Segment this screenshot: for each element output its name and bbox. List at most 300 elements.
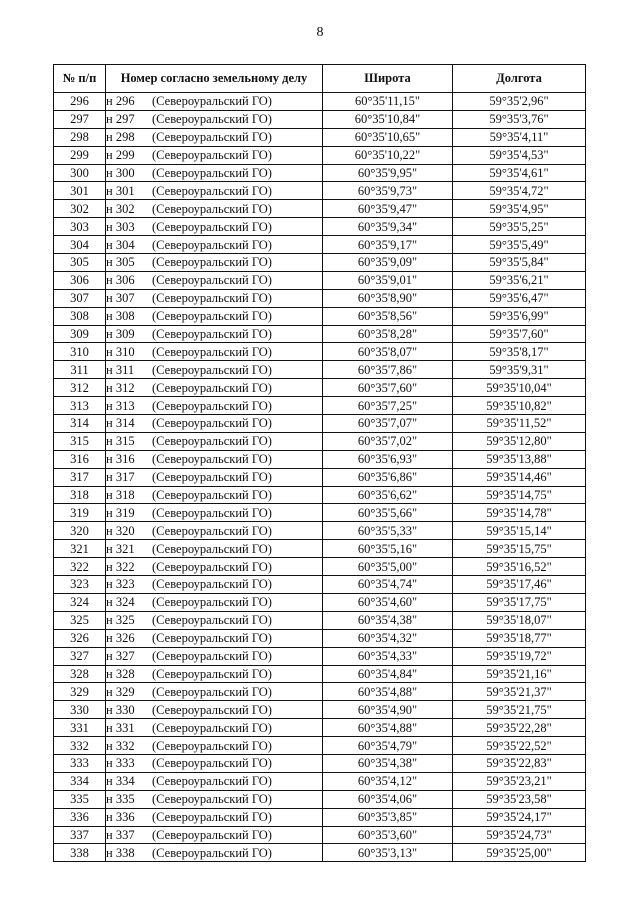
parcel-number: н 304 <box>106 237 135 252</box>
parcel-number: н 297 <box>106 112 135 127</box>
row-number: 336 <box>54 808 106 826</box>
latitude-cell: 60°35'4,38" <box>323 611 453 629</box>
longitude-cell: 59°35'22,52" <box>453 737 586 755</box>
longitude-cell: 59°35'7,60" <box>453 325 586 343</box>
longitude-cell: 59°35'24,73" <box>453 826 586 844</box>
table-row <box>54 468 586 486</box>
row-number: 330 <box>54 701 106 719</box>
row-number: 333 <box>54 754 106 772</box>
latitude-cell: 60°35'8,07" <box>323 343 453 361</box>
table-row <box>54 415 586 433</box>
table-row <box>54 432 586 450</box>
table-row <box>54 701 586 719</box>
parcel-cell <box>106 647 323 665</box>
table-row <box>54 611 586 629</box>
table-row <box>54 593 586 611</box>
row-number: 313 <box>54 397 106 415</box>
parcel-cell <box>106 164 323 182</box>
table-row <box>54 647 586 665</box>
district-name: (Североуральский ГО) <box>152 756 272 771</box>
longitude-cell: 59°35'5,49" <box>453 236 586 254</box>
district-name: (Североуральский ГО) <box>152 344 272 359</box>
latitude-cell: 60°35'4,79" <box>323 737 453 755</box>
parcel-cell <box>106 307 323 325</box>
parcel-cell <box>106 772 323 790</box>
table-body <box>54 93 586 862</box>
row-number: 325 <box>54 611 106 629</box>
parcel-cell <box>106 558 323 576</box>
parcel-cell <box>106 790 323 808</box>
longitude-cell: 59°35'21,16" <box>453 665 586 683</box>
parcel-number: н 338 <box>106 845 135 860</box>
table-row <box>54 772 586 790</box>
latitude-cell: 60°35'8,90" <box>323 289 453 307</box>
parcel-cell <box>106 683 323 701</box>
table-row <box>54 164 586 182</box>
row-number: 338 <box>54 844 106 862</box>
parcel-cell <box>106 486 323 504</box>
parcel-number: н 320 <box>106 523 135 538</box>
row-number: 329 <box>54 683 106 701</box>
district-name: (Североуральский ГО) <box>152 738 272 753</box>
table-row <box>54 343 586 361</box>
table-header <box>54 65 586 93</box>
parcel-number: н 301 <box>106 183 135 198</box>
parcel-cell <box>106 593 323 611</box>
parcel-number: н 335 <box>106 792 135 807</box>
header-row <box>54 65 586 93</box>
district-name: (Североуральский ГО) <box>152 452 272 467</box>
longitude-cell: 59°35'23,21" <box>453 772 586 790</box>
latitude-cell: 60°35'10,65" <box>323 128 453 146</box>
row-number: 308 <box>54 307 106 325</box>
latitude-cell: 60°35'7,25" <box>323 397 453 415</box>
parcel-number: н 327 <box>106 649 135 664</box>
longitude-cell: 59°35'10,04" <box>453 379 586 397</box>
row-number: 301 <box>54 182 106 200</box>
district-name: (Североуральский ГО) <box>152 577 272 592</box>
row-number: 300 <box>54 164 106 182</box>
district-name: (Североуральский ГО) <box>152 595 272 610</box>
row-number: 321 <box>54 540 106 558</box>
parcel-number: н 307 <box>106 291 135 306</box>
parcel-number: н 325 <box>106 613 135 628</box>
parcel-number: н 315 <box>106 434 135 449</box>
latitude-cell: 60°35'4,74" <box>323 576 453 594</box>
parcel-cell <box>106 343 323 361</box>
district-name: (Североуральский ГО) <box>152 255 272 270</box>
parcel-cell <box>106 254 323 272</box>
longitude-cell: 59°35'11,52" <box>453 415 586 433</box>
parcel-cell <box>106 146 323 164</box>
latitude-cell: 60°35'6,93" <box>323 450 453 468</box>
parcel-cell <box>106 754 323 772</box>
row-number: 335 <box>54 790 106 808</box>
row-number: 305 <box>54 254 106 272</box>
parcel-number: н 308 <box>106 309 135 324</box>
latitude-cell: 60°35'3,85" <box>323 808 453 826</box>
parcel-cell <box>106 182 323 200</box>
district-name: (Североуральский ГО) <box>152 362 272 377</box>
parcel-cell <box>106 701 323 719</box>
parcel-cell <box>106 397 323 415</box>
row-number: 322 <box>54 558 106 576</box>
longitude-cell: 59°35'15,75" <box>453 540 586 558</box>
longitude-cell: 59°35'17,75" <box>453 593 586 611</box>
district-name: (Североуральский ГО) <box>152 666 272 681</box>
row-number: 323 <box>54 576 106 594</box>
longitude-cell: 59°35'5,25" <box>453 218 586 236</box>
parcel-cell <box>106 808 323 826</box>
row-number: 302 <box>54 200 106 218</box>
table-row <box>54 540 586 558</box>
parcel-cell <box>106 415 323 433</box>
longitude-cell: 59°35'6,99" <box>453 307 586 325</box>
longitude-cell: 59°35'8,17" <box>453 343 586 361</box>
table-row <box>54 737 586 755</box>
row-number: 327 <box>54 647 106 665</box>
parcel-number: н 337 <box>106 827 135 842</box>
row-number: 298 <box>54 128 106 146</box>
row-number: 317 <box>54 468 106 486</box>
parcel-number: н 316 <box>106 452 135 467</box>
table-row <box>54 397 586 415</box>
row-number: 326 <box>54 629 106 647</box>
longitude-cell: 59°35'15,14" <box>453 522 586 540</box>
parcel-number: н 311 <box>106 362 135 377</box>
parcel-number: н 296 <box>106 94 135 109</box>
parcel-cell <box>106 844 323 862</box>
longitude-cell: 59°35'21,37" <box>453 683 586 701</box>
row-number: 318 <box>54 486 106 504</box>
row-number: 299 <box>54 146 106 164</box>
district-name: (Североуральский ГО) <box>152 702 272 717</box>
parcel-cell <box>106 450 323 468</box>
district-name: (Североуральский ГО) <box>152 309 272 324</box>
latitude-cell: 60°35'8,56" <box>323 307 453 325</box>
latitude-cell: 60°35'9,95" <box>323 164 453 182</box>
district-name: (Североуральский ГО) <box>152 380 272 395</box>
parcel-number: н 328 <box>106 666 135 681</box>
latitude-cell: 60°35'9,01" <box>323 271 453 289</box>
parcel-cell <box>106 236 323 254</box>
latitude-cell: 60°35'4,33" <box>323 647 453 665</box>
table-row <box>54 361 586 379</box>
latitude-cell: 60°35'9,34" <box>323 218 453 236</box>
district-name: (Североуральский ГО) <box>152 649 272 664</box>
district-name: (Североуральский ГО) <box>152 720 272 735</box>
district-name: (Североуральский ГО) <box>152 434 272 449</box>
longitude-cell: 59°35'14,78" <box>453 504 586 522</box>
district-name: (Североуральский ГО) <box>152 470 272 485</box>
longitude-cell: 59°35'3,76" <box>453 110 586 128</box>
latitude-cell: 60°35'4,84" <box>323 665 453 683</box>
parcel-number: н 306 <box>106 273 135 288</box>
row-number: 324 <box>54 593 106 611</box>
parcel-number: н 326 <box>106 631 135 646</box>
latitude-cell: 60°35'9,09" <box>323 254 453 272</box>
parcel-number: н 305 <box>106 255 135 270</box>
latitude-cell: 60°35'8,28" <box>323 325 453 343</box>
table-row <box>54 826 586 844</box>
table-row <box>54 683 586 701</box>
district-name: (Североуральский ГО) <box>152 183 272 198</box>
parcel-cell <box>106 289 323 307</box>
latitude-cell: 60°35'10,84" <box>323 110 453 128</box>
table-row <box>54 182 586 200</box>
row-number: 320 <box>54 522 106 540</box>
district-name: (Североуральский ГО) <box>152 684 272 699</box>
row-number: 337 <box>54 826 106 844</box>
row-number: 303 <box>54 218 106 236</box>
latitude-cell: 60°35'4,32" <box>323 629 453 647</box>
table-row <box>54 93 586 111</box>
longitude-cell: 59°35'4,11" <box>453 128 586 146</box>
latitude-cell: 60°35'7,60" <box>323 379 453 397</box>
longitude-cell: 59°35'22,83" <box>453 754 586 772</box>
latitude-cell: 60°35'6,62" <box>323 486 453 504</box>
longitude-cell: 59°35'13,88" <box>453 450 586 468</box>
latitude-cell: 60°35'9,73" <box>323 182 453 200</box>
parcel-number: н 324 <box>106 595 135 610</box>
row-number: 306 <box>54 271 106 289</box>
district-name: (Североуральский ГО) <box>152 327 272 342</box>
row-number: 319 <box>54 504 106 522</box>
district-name: (Североуральский ГО) <box>152 273 272 288</box>
latitude-cell: 60°35'7,86" <box>323 361 453 379</box>
table-row <box>54 844 586 862</box>
row-number: 328 <box>54 665 106 683</box>
header-parcel: Номер согласно земельному делу <box>106 65 323 93</box>
parcel-number: н 309 <box>106 327 135 342</box>
parcel-cell <box>106 361 323 379</box>
parcel-number: н 334 <box>106 774 135 789</box>
parcel-number: н 312 <box>106 380 135 395</box>
table-row <box>54 307 586 325</box>
parcel-cell <box>106 432 323 450</box>
row-number: 314 <box>54 415 106 433</box>
latitude-cell: 60°35'5,16" <box>323 540 453 558</box>
parcel-number: н 298 <box>106 130 135 145</box>
district-name: (Североуральский ГО) <box>152 792 272 807</box>
district-name: (Североуральский ГО) <box>152 774 272 789</box>
latitude-cell: 60°35'3,60" <box>323 826 453 844</box>
parcel-number: н 333 <box>106 756 135 771</box>
table-row <box>54 486 586 504</box>
district-name: (Североуральский ГО) <box>152 112 272 127</box>
row-number: 309 <box>54 325 106 343</box>
parcel-cell <box>106 629 323 647</box>
parcel-number: н 299 <box>106 148 135 163</box>
district-name: (Североуральский ГО) <box>152 631 272 646</box>
district-name: (Североуральский ГО) <box>152 130 272 145</box>
district-name: (Североуральский ГО) <box>152 237 272 252</box>
parcel-number: н 323 <box>106 577 135 592</box>
longitude-cell: 59°35'14,46" <box>453 468 586 486</box>
district-name: (Североуральский ГО) <box>152 845 272 860</box>
row-number: 311 <box>54 361 106 379</box>
longitude-cell: 59°35'24,17" <box>453 808 586 826</box>
district-name: (Североуральский ГО) <box>152 523 272 538</box>
table-row <box>54 200 586 218</box>
row-number: 315 <box>54 432 106 450</box>
longitude-cell: 59°35'4,72" <box>453 182 586 200</box>
district-name: (Североуральский ГО) <box>152 416 272 431</box>
parcel-cell <box>106 93 323 111</box>
parcel-cell <box>106 325 323 343</box>
page-number: 8 <box>316 25 324 40</box>
table-row <box>54 754 586 772</box>
parcel-cell <box>106 110 323 128</box>
parcel-cell <box>106 504 323 522</box>
latitude-cell: 60°35'10,22" <box>323 146 453 164</box>
longitude-cell: 59°35'4,61" <box>453 164 586 182</box>
latitude-cell: 60°35'7,02" <box>323 432 453 450</box>
longitude-cell: 59°35'18,77" <box>453 629 586 647</box>
table-row <box>54 808 586 826</box>
district-name: (Североуральский ГО) <box>152 505 272 520</box>
row-number: 310 <box>54 343 106 361</box>
latitude-cell: 60°35'7,07" <box>323 415 453 433</box>
longitude-cell: 59°35'10,82" <box>453 397 586 415</box>
table-row <box>54 522 586 540</box>
district-name: (Североуральский ГО) <box>152 827 272 842</box>
longitude-cell: 59°35'6,21" <box>453 271 586 289</box>
parcel-number: н 329 <box>106 684 135 699</box>
parcel-number: н 317 <box>106 470 135 485</box>
parcel-cell <box>106 719 323 737</box>
district-name: (Североуральский ГО) <box>152 94 272 109</box>
longitude-cell: 59°35'19,72" <box>453 647 586 665</box>
district-name: (Североуральский ГО) <box>152 541 272 556</box>
latitude-cell: 60°35'11,15" <box>323 93 453 111</box>
district-name: (Североуральский ГО) <box>152 148 272 163</box>
table-row <box>54 110 586 128</box>
latitude-cell: 60°35'4,60" <box>323 593 453 611</box>
table-row <box>54 450 586 468</box>
row-number: 307 <box>54 289 106 307</box>
district-name: (Североуральский ГО) <box>152 559 272 574</box>
longitude-cell: 59°35'4,95" <box>453 200 586 218</box>
header-longitude: Долгота <box>453 65 586 93</box>
district-name: (Североуральский ГО) <box>152 613 272 628</box>
district-name: (Североуральский ГО) <box>152 166 272 180</box>
latitude-cell: 60°35'5,00" <box>323 558 453 576</box>
row-number: 334 <box>54 772 106 790</box>
parcel-cell <box>106 826 323 844</box>
table-row <box>54 790 586 808</box>
parcel-number: н 332 <box>106 738 135 753</box>
table-row <box>54 254 586 272</box>
parcel-number: н 302 <box>106 201 135 216</box>
district-name: (Североуральский ГО) <box>152 219 272 234</box>
longitude-cell: 59°35'4,53" <box>453 146 586 164</box>
parcel-number: н 314 <box>106 416 135 431</box>
longitude-cell: 59°35'12,80" <box>453 432 586 450</box>
latitude-cell: 60°35'4,90" <box>323 701 453 719</box>
row-number: 297 <box>54 110 106 128</box>
coordinates-table <box>53 64 586 862</box>
table-row <box>54 146 586 164</box>
row-number: 331 <box>54 719 106 737</box>
longitude-cell: 59°35'14,75" <box>453 486 586 504</box>
parcel-cell <box>106 540 323 558</box>
row-number: 304 <box>54 236 106 254</box>
parcel-number: н 313 <box>106 398 135 413</box>
parcel-cell <box>106 468 323 486</box>
parcel-cell <box>106 576 323 594</box>
parcel-number: н 303 <box>106 219 135 234</box>
parcel-number: н 321 <box>106 541 135 556</box>
table-row <box>54 665 586 683</box>
parcel-cell <box>106 379 323 397</box>
row-number: 316 <box>54 450 106 468</box>
parcel-number: н 319 <box>106 505 135 520</box>
parcel-cell <box>106 200 323 218</box>
parcel-cell <box>106 522 323 540</box>
longitude-cell: 59°35'16,52" <box>453 558 586 576</box>
header-number: № п/п <box>54 65 106 93</box>
longitude-cell: 59°35'6,47" <box>453 289 586 307</box>
parcel-number: н 318 <box>106 488 135 503</box>
parcel-cell <box>106 665 323 683</box>
row-number: 312 <box>54 379 106 397</box>
latitude-cell: 60°35'5,33" <box>323 522 453 540</box>
table-row <box>54 325 586 343</box>
longitude-cell: 59°35'25,00" <box>453 844 586 862</box>
district-name: (Североуральский ГО) <box>152 488 272 503</box>
latitude-cell: 60°35'9,47" <box>323 200 453 218</box>
longitude-cell: 59°35'17,46" <box>453 576 586 594</box>
parcel-cell <box>106 737 323 755</box>
parcel-number: н 300 <box>106 166 135 180</box>
longitude-cell: 59°35'18,07" <box>453 611 586 629</box>
parcel-number: н 330 <box>106 702 135 717</box>
table-row <box>54 576 586 594</box>
latitude-cell: 60°35'4,38" <box>323 754 453 772</box>
header-latitude: Широта <box>323 65 453 93</box>
row-number: 332 <box>54 737 106 755</box>
parcel-cell <box>106 271 323 289</box>
latitude-cell: 60°35'4,88" <box>323 683 453 701</box>
latitude-cell: 60°35'4,88" <box>323 719 453 737</box>
district-name: (Североуральский ГО) <box>152 398 272 413</box>
parcel-number: н 331 <box>106 720 135 735</box>
latitude-cell: 60°35'6,86" <box>323 468 453 486</box>
table-row <box>54 629 586 647</box>
table-row <box>54 236 586 254</box>
parcel-cell <box>106 218 323 236</box>
table-row <box>54 128 586 146</box>
table-row <box>54 719 586 737</box>
longitude-cell: 59°35'5,84" <box>453 254 586 272</box>
table-row <box>54 558 586 576</box>
latitude-cell: 60°35'5,66" <box>323 504 453 522</box>
district-name: (Североуральский ГО) <box>152 810 272 825</box>
latitude-cell: 60°35'4,12" <box>323 772 453 790</box>
row-number: 296 <box>54 93 106 111</box>
parcel-number: н 310 <box>106 344 135 359</box>
table-row <box>54 379 586 397</box>
parcel-cell <box>106 611 323 629</box>
longitude-cell: 59°35'2,96" <box>453 93 586 111</box>
longitude-cell: 59°35'9,31" <box>453 361 586 379</box>
district-name: (Североуральский ГО) <box>152 201 272 216</box>
latitude-cell: 60°35'4,06" <box>323 790 453 808</box>
parcel-number: н 322 <box>106 559 135 574</box>
longitude-cell: 59°35'21,75" <box>453 701 586 719</box>
latitude-cell: 60°35'9,17" <box>323 236 453 254</box>
